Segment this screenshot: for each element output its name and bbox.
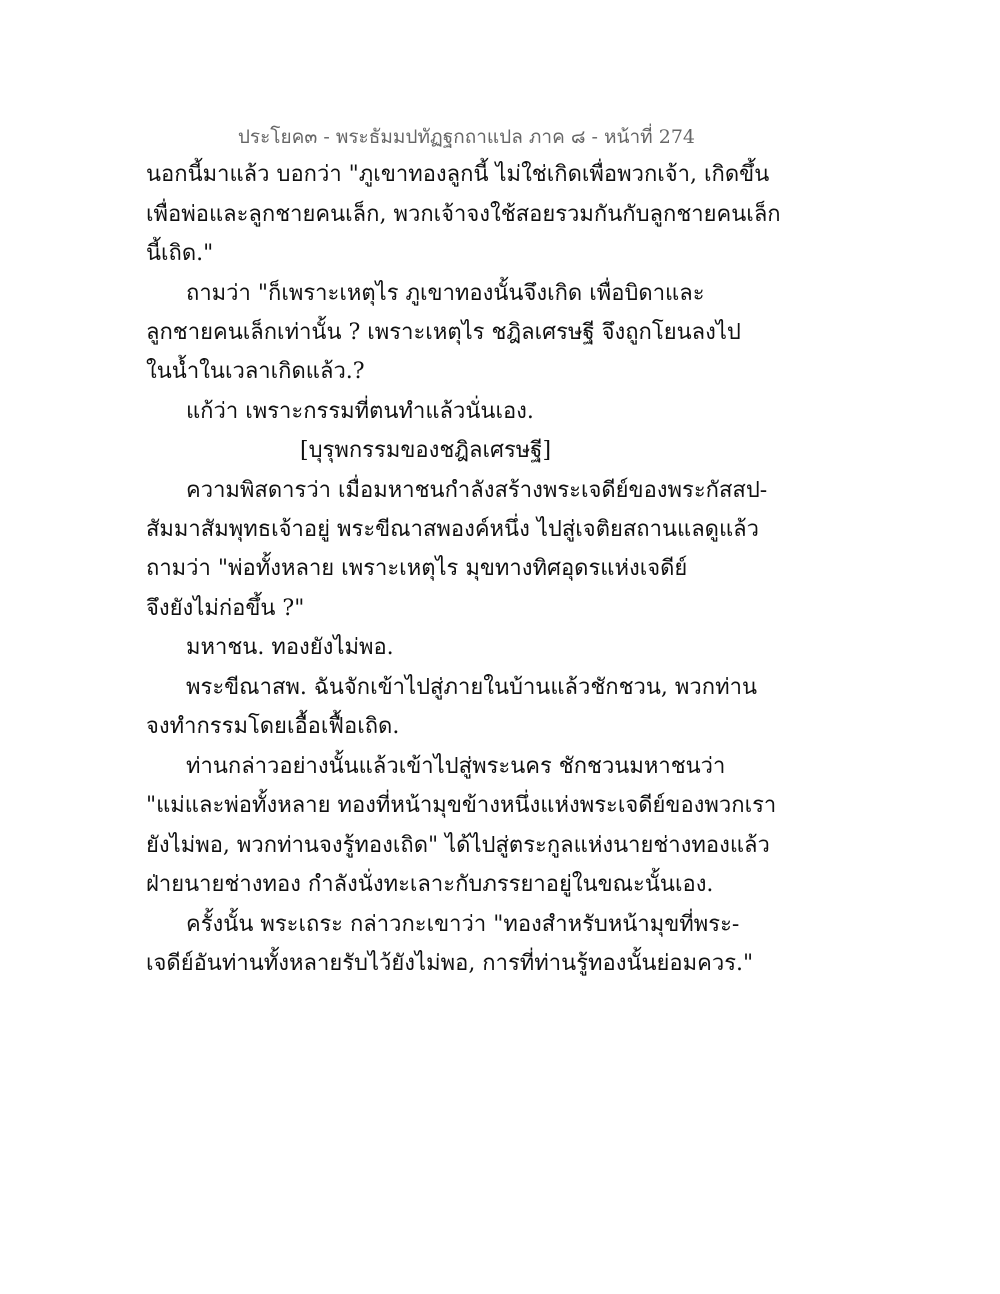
paragraph-first-line: แก้ว่า เพราะกรรมที่ตนทำแล้วนั่นเอง.	[186, 399, 534, 424]
text-line: เพื่อพ่อและลูกชายคนเล็ก, พวกเจ้าจงใช้สอยรวมกันกับลูกชายคนเล็ก	[146, 202, 781, 227]
text-line: เจดีย์อันท่านทั้งหลายรับไว้ยังไม่พอ, การที่ท่านรู้ทองนั้นย่อมควร."	[146, 951, 754, 976]
text-line: ยังไม่พอ, พวกท่านจงรู้ทองเถิด" ได้ไปสู่ตระกูลแห่งนายช่างทองแล้ว	[146, 833, 770, 858]
text-line: "แม่และพ่อทั้งหลาย ทองที่หน้ามุขข้างหนึ่งแห่งพระเจดีย์ของพวกเรา	[146, 793, 777, 818]
text-line: ในน้ำในเวลาเกิดแล้ว.?	[146, 359, 365, 384]
paragraph-first-line: พระขีณาสพ. ฉันจักเข้าไปสู่ภายในบ้านแล้วชักชวน, พวกท่าน	[186, 675, 757, 700]
paragraph-first-line: มหาชน. ทองยังไม่พอ.	[186, 635, 394, 660]
text-line: ฝ่ายนายช่างทอง กำลังนั่งทะเลาะกับภรรยาอยู่ในขณะนั้นเอง.	[146, 872, 714, 897]
section-heading: [บุรุพกรรมของชฎิลเศรษฐี]	[300, 438, 552, 463]
text-line: จงทำกรรมโดยเอื้อเฟื้อเถิด.	[146, 714, 400, 739]
text-line: นอกนี้มาแล้ว บอกว่า "ภูเขาทองลูกนี้ ไม่ใช่เกิดเพื่อพวกเจ้า, เกิดขึ้น	[146, 162, 770, 187]
paragraph-first-line: ถามว่า "ก็เพราะเหตุไร ภูเขาทองนั้นจึงเกิด เพื่อบิดาและ	[186, 281, 705, 306]
paragraph-first-line: ท่านกล่าวอย่างนั้นแล้วเข้าไปสู่พระนคร ชักชวนมหาชนว่า	[186, 754, 726, 779]
running-header: ประโยค๓ - พระธัมมปทัฏฐกถาแปล ภาค ๘ - หน้าที่ 274	[237, 126, 695, 148]
text-line: นี้เถิด."	[146, 241, 214, 266]
text-line: จึงยังไม่ก่อขึ้น ?"	[146, 596, 305, 621]
paragraph-first-line: ครั้งนั้น พระเถระ กล่าวกะเขาว่า "ทองสำหรับหน้ามุขที่พระ-	[186, 912, 740, 937]
paragraph-first-line: ความพิสดารว่า เมื่อมหาชนกำลังสร้างพระเจดีย์ของพระกัสสป-	[186, 478, 768, 503]
text-line: สัมมาสัมพุทธเจ้าอยู่ พระขีณาสพองค์หนึ่ง ไปสู่เจติยสถานแลดูแล้ว	[146, 517, 759, 542]
text-line: ถามว่า "พ่อทั้งหลาย เพราะเหตุไร มุขทางทิศอุดรแห่งเจดีย์	[146, 556, 688, 581]
text-line: ลูกชายคนเล็กเท่านั้น ? เพราะเหตุไร ชฎิลเศรษฐี จึงถูกโยนลงไป	[146, 320, 741, 345]
